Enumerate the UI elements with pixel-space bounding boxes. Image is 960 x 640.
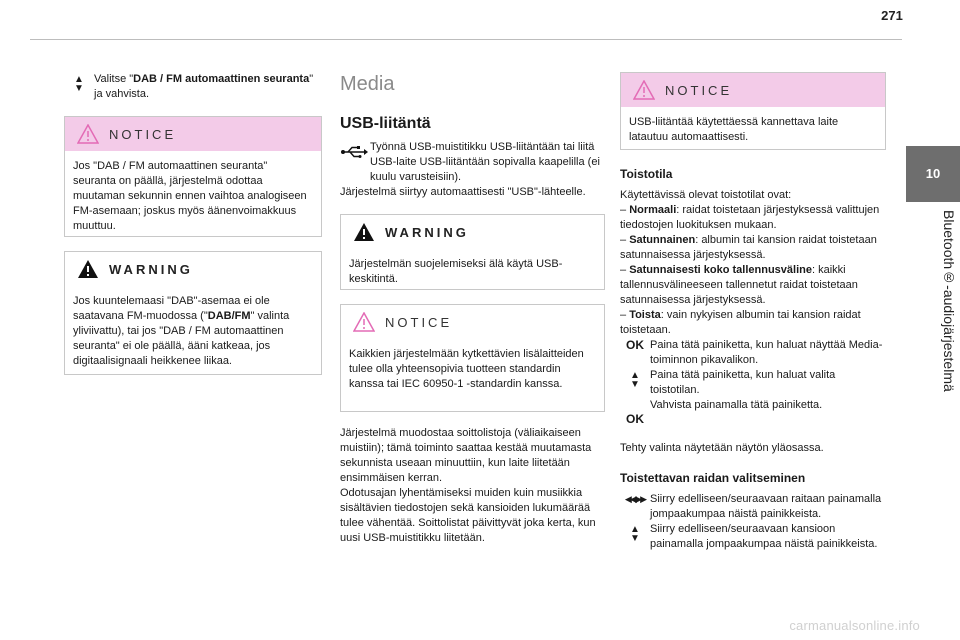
- playlist-paragraph: Järjestelmä muodostaa soittolistoja (väliaikaiseen muistiin); tämä toiminto saattaa kestää muutamasta sekunnista useaan minuuttiin, kun laite liitetään ensimmäisen kerran.: [340, 427, 592, 484]
- warning-header: [341, 215, 604, 249]
- mode-random-all: – Satunnaisesti koko tallennusväline: kaikki tallennusvälineeseen tallennetut raidat toistetaan satunnaisessa järjestyksessä.: [620, 264, 858, 306]
- ok-confirm-text: Vahvista painamalla tätä painiketta.: [650, 399, 823, 411]
- up-down-arrows-icon: ▲ ▼: [630, 370, 640, 390]
- notice-text: USB-liitäntää käytettäessä kannettava laite latautuu automaattisesti.: [629, 116, 839, 143]
- chapter-title: [906, 210, 960, 430]
- notice-triangle-icon: [353, 312, 375, 332]
- notice-box-charging: [620, 72, 886, 150]
- notice-label: NOTICE: [109, 126, 177, 142]
- warning-label: WARNING: [109, 261, 193, 277]
- arrows-step: [620, 368, 886, 398]
- mode-normal: – Normaali: raidat toistetaan järjestyksessä valittujen tiedostojen luokituksen mukaan.: [620, 204, 880, 231]
- heading-track-select: Toistettavan raidan valitseminen: [620, 471, 806, 485]
- ok-confirm-step: [620, 398, 886, 427]
- watermark-text: carmanualsonline.info: [789, 618, 920, 633]
- warning-header: [65, 252, 321, 286]
- display-note: Tehty valinta näytetään näytön yläosassa.: [620, 442, 824, 454]
- notice-triangle-icon: [77, 124, 99, 144]
- notice-label: NOTICE: [385, 314, 453, 330]
- folder-step-text: Siirry edelliseen/seuraavaan kansioon painamalla jompaakumpaa näistä painikkeista.: [650, 523, 878, 550]
- mode-repeat: – Toista: vain nykyisen albumin tai kansion raidat toistetaan.: [620, 309, 861, 336]
- heading-toistotila: Toistotila: [620, 167, 673, 181]
- column-1: [64, 72, 322, 375]
- notice-text: Kaikkien järjestelmään kytkettävien lisälaitteiden tulee olla yhteensopivia tuotteen standardin kanssa tai IEC 60950-1 -standardin kanssa.: [349, 348, 584, 390]
- column-3: [620, 72, 886, 552]
- warning-text: Jos kuuntelemaasi "DAB"-asemaa ei ole saatavana FM-muodossa ("DAB/FM" valinta yliviivattu), tai jos "DAB / FM automaattinen seuranta" ei ole päällä, ääni katkeaa, jos digitaalisignaali heikkenee liikaa.: [73, 295, 290, 367]
- subheading-usb: USB-liitäntä: [340, 115, 431, 132]
- chapter-title-text: Bluetooth®-audiojärjestelmä: [941, 210, 957, 392]
- notice-label: NOTICE: [665, 82, 733, 98]
- notice-header: [621, 73, 885, 107]
- dab-fm-step: [64, 72, 322, 102]
- notice-header: [65, 117, 321, 151]
- warning-label: WARNING: [385, 224, 469, 240]
- notice-text: Jos "DAB / FM automaattinen seuranta" seuranta on päällä, järjestelmä odottaa muutaman sekunnin ennen vaihtoa analogiseen FM-asemaan; joskus myös äänenvoimakkuus muuttuu.: [73, 160, 307, 232]
- ok-step-text: Paina tätä painiketta, kun haluat näyttää Media-toiminnon pikavalikon.: [650, 339, 883, 366]
- skip-step: [620, 492, 886, 522]
- section-heading-media: Media: [340, 73, 395, 95]
- dab-fm-step-text: Valitse "DAB / FM automaattinen seuranta" ja vahvista.: [94, 73, 314, 100]
- page-number: 271: [881, 8, 903, 23]
- up-down-arrows-icon: ▲ ▼: [630, 524, 640, 544]
- usb-icon: [340, 140, 370, 163]
- warning-box-usb: [340, 214, 605, 290]
- notice-box-dab: [64, 116, 322, 237]
- ok-step: [620, 338, 886, 368]
- ok-button-icon: OK: [626, 412, 644, 426]
- usb-intro-text: Työnnä USB-muistitikku USB-liitäntään tai liitä USB-laite USB-liitäntään sopivalla kaapelilla (ei kuulu varusteisiin).: [370, 141, 600, 183]
- header-rule: [30, 39, 902, 40]
- toistotila-intro: Käytettävissä olevat toistotilat ovat:: [620, 189, 792, 201]
- column-2: [340, 72, 605, 546]
- ok-button-icon: OK: [626, 338, 644, 352]
- arrows-step-text: Paina tätä painiketta, kun haluat valita toistotilan.: [650, 369, 836, 396]
- skip-step-text: Siirry edelliseen/seuraavaan raitaan painamalla jompaakumpaa näistä painikkeista.: [650, 493, 882, 520]
- usb-intro-text-2: Järjestelmä siirtyy automaattisesti "USB"-lähteelle.: [340, 186, 586, 198]
- notice-triangle-icon: [633, 80, 655, 100]
- wait-time-paragraph: Odotusajan lyhentämiseksi muiden kuin musiikkia sisältävien tiedostojen sekä kansioiden lukumäärää tulee vähentää. Soittolistat päivittyvät joka kerta, kun uusi USB-muistitikku liitetään.: [340, 487, 596, 544]
- usb-intro: [340, 140, 605, 185]
- up-down-arrows-icon: ▲ ▼: [74, 74, 84, 94]
- chapter-number-tab: 10: [906, 146, 960, 202]
- mode-random: – Satunnainen: albumin tai kansion raidat toistetaan satunnaisessa järjestyksessä.: [620, 234, 877, 261]
- warning-box-dab: [64, 251, 322, 375]
- warning-triangle-icon: [77, 259, 99, 279]
- warning-text: Järjestelmän suojelemiseksi älä käytä USB-keskitintä.: [349, 258, 563, 285]
- notice-header: [341, 305, 604, 339]
- notice-box-usb: [340, 304, 605, 412]
- skip-prev-next-icon: ◀◀ ▶▶: [624, 494, 646, 504]
- warning-triangle-icon: [353, 222, 375, 242]
- folder-step: [620, 522, 886, 552]
